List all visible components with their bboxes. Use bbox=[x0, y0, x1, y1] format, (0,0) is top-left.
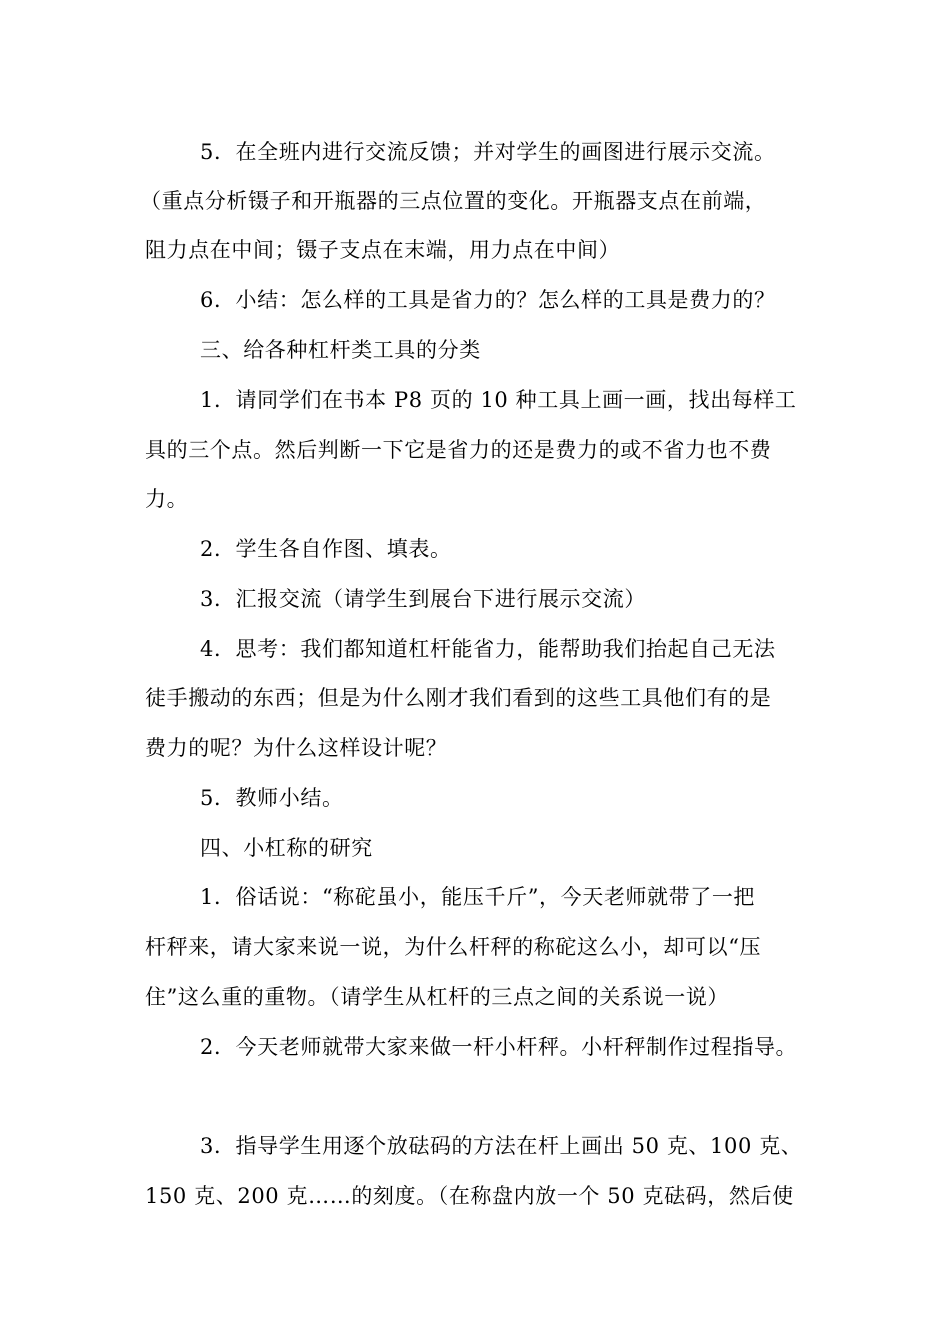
paragraph-line: 3．指导学生用逐个放砝码的方法在杆上画出 50 克、100 克、 bbox=[200, 1134, 803, 1158]
paragraph-line: 5．教师小结。 bbox=[200, 786, 344, 810]
paragraph-line: 2．今天老师就带大家来做一杆小杆秤。小杆秤制作过程指导。 bbox=[200, 1035, 798, 1059]
paragraph-line: 4．思考：我们都知道杠杆能省力，能帮助我们抬起自己无法 bbox=[200, 637, 776, 661]
paragraph-line: 阻力点在中间；镊子支点在末端，用力点在中间） bbox=[145, 238, 621, 262]
paragraph-line: 力。 bbox=[145, 487, 189, 511]
paragraph-line: 150 克、200 克……的刻度。（在称盘内放一个 50 克砝码，然后使 bbox=[145, 1184, 794, 1208]
paragraph-line: 徒手搬动的东西；但是为什么刚才我们看到的这些工具他们有的是 bbox=[145, 686, 772, 710]
paragraph-line: 6．小结：怎么样的工具是省力的？怎么样的工具是费力的？ bbox=[200, 288, 776, 312]
paragraph-line: 3．汇报交流（请学生到展台下进行展示交流） bbox=[200, 587, 646, 611]
paragraph-line: 住”这么重的重物。（请学生从杠杆的三点之间的关系说一说） bbox=[145, 985, 730, 1009]
section-heading: 三、给各种杠杆类工具的分类 bbox=[200, 338, 481, 362]
paragraph-line: 1．俗话说：“称砣虽小，能压千斤”，今天老师就带了一把 bbox=[200, 885, 756, 909]
paragraph-line: 杆秤来，请大家来说一说，为什么杆秤的称砣这么小，却可以“压 bbox=[145, 935, 762, 959]
paragraph-line: 1．请同学们在书本 P8 页的 10 种工具上画一画，找出每样工 bbox=[200, 388, 797, 412]
paragraph-line: 2．学生各自作图、填表。 bbox=[200, 537, 452, 561]
paragraph-line: （重点分析镊子和开瓶器的三点位置的变化。开瓶器支点在前端， bbox=[140, 189, 767, 213]
paragraph-line: 具的三个点。然后判断一下它是省力的还是费力的或不省力也不费 bbox=[145, 438, 772, 462]
paragraph-line: 5．在全班内进行交流反馈；并对学生的画图进行展示交流。 bbox=[200, 140, 776, 164]
paragraph-line: 费力的呢？为什么这样设计呢？ bbox=[145, 736, 448, 760]
section-heading: 四、小杠称的研究 bbox=[200, 836, 373, 860]
